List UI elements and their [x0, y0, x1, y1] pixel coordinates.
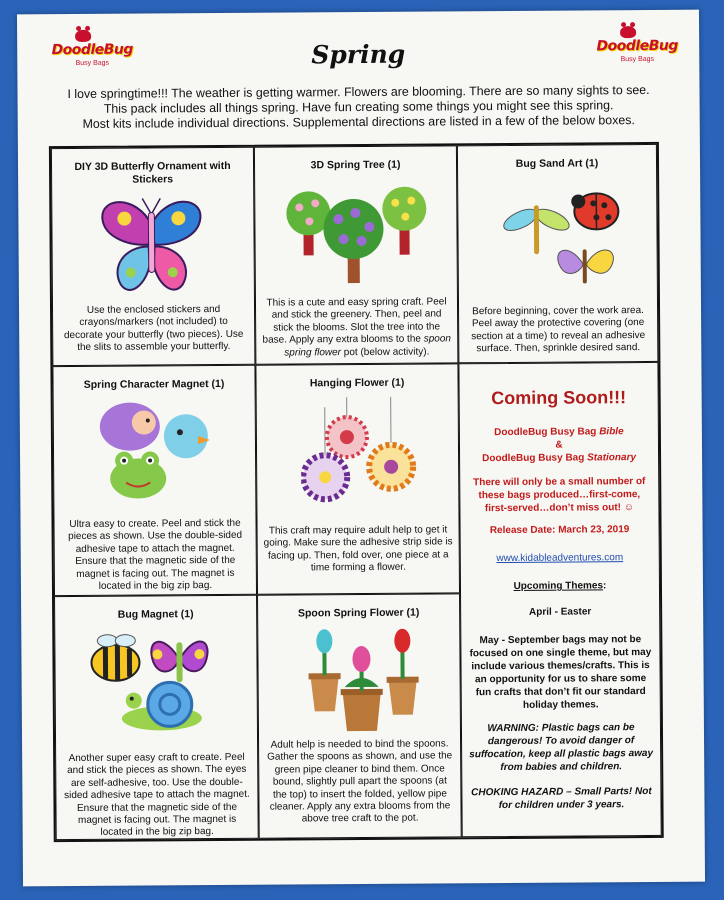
cell-title: Spring Character Magnet (1) — [83, 377, 225, 391]
cell-bug-sand-art — [457, 144, 659, 363]
cell-title: DIY 3D Butterfly Ornament with Stickers — [74, 159, 231, 186]
cell-title: 3D Spring Tree (1) — [310, 158, 401, 172]
upcoming-themes-heading — [467, 579, 653, 593]
ampersand: & — [555, 439, 563, 451]
cell-description: Use the enclosed stickers and crayons/markers (not included) to decorate your butterfly (two pieces). Use the slits to assemble your butterfly. — [63, 303, 244, 354]
upcoming-colon: : — [602, 580, 607, 592]
cell-spring-character-magnet — [52, 365, 257, 596]
page-title: Spring — [311, 39, 406, 70]
desc-tail: pot (below activity). — [343, 346, 430, 358]
cell-butterfly-ornament — [51, 147, 256, 366]
cell-hanging-flower — [255, 363, 460, 594]
cell-spring-tree — [254, 145, 459, 364]
bug-sand-art-icon — [498, 185, 629, 292]
may-september-theme: May - September bags may not be focused on one single theme, but may include various themes/crafts. This is an opportunity for us to share some fun crafts that don’t fit our standard holiday themes. — [469, 634, 652, 711]
intro-line: I love springtime!!! The weather is getting warmer. Flowers are blooming. There are so many sights to see. — [67, 82, 650, 102]
ladybug-logo-icon — [75, 30, 91, 42]
choking-hazard: CHOKING HAZARD – Small Parts! Not for children under 3 years. — [471, 785, 652, 812]
april-theme: April - Easter — [528, 606, 592, 618]
brand-subtitle: Busy Bags — [75, 59, 110, 67]
coming-soon-panel — [458, 362, 661, 837]
hanging-flower-icon — [301, 397, 422, 508]
coming-soon-heading: Coming Soon!!! — [491, 387, 627, 409]
spoon-flower-icon — [304, 625, 425, 734]
intro-line: Most kits include individual directions. Supplemental directions are listed in a few of the below boxes. — [82, 113, 635, 131]
bible-italic: Bible — [599, 426, 624, 438]
cell-title: Hanging Flower (1) — [309, 376, 405, 390]
cell-title: Bug Magnet (1) — [117, 608, 194, 621]
intro-line: This pack includes all things spring. Have fun creating some things you might see this spring. — [103, 98, 614, 116]
desc-italic: spoon spring flower — [284, 333, 452, 359]
cell-description: Adult help is needed to bind the spoons. Gather the spoons as shown, and use the green pipe cleaner to bind them. Once bound, slightly pull apart the spoons (at the top) to insert the folded, yellow pipe cleaner. Apply any extra blooms from the above tree craft to the pot. — [267, 738, 453, 825]
bible-line — [466, 425, 652, 439]
website-link[interactable]: www.kidableadventures.com — [496, 552, 624, 565]
character-magnet-icon — [94, 396, 217, 507]
release-date: Release Date: March 23, 2019 — [489, 524, 630, 537]
bug-magnet-icon — [87, 626, 226, 737]
intro-text — [47, 83, 669, 132]
cell-description — [262, 296, 451, 359]
cell-description: Another super easy craft to create. Peel and stick the pieces as shown. The eyes are self-adhesive, too. Use the double-sided adhesive tape to attach the magnet. Ensure that the magnetic side of the magnet is facing out. The magnet is located in the big zip bag. — [64, 751, 250, 839]
stationary-italic: Stationary — [587, 452, 637, 464]
cell-spoon-spring-flower — [257, 593, 462, 838]
spring-tree-icon — [283, 178, 434, 291]
stationary-line — [466, 451, 652, 465]
upcoming-label: Upcoming Themes — [513, 580, 604, 592]
stationary-prefix: DoodleBug Busy Bag — [482, 452, 585, 465]
cell-description: Ultra easy to create. Peel and stick the pieces as shown. Use the double-sided adhesive tape to attach the magnet. Ensure that the magnetic side of the magnet is facing out. The magnet is located in the big zip bag. — [68, 517, 243, 592]
flyer-page — [17, 10, 705, 887]
brand-name: DoodleBug — [51, 41, 133, 59]
limited-notice: There will only be a small number of these bags produced…first-come, first-served…don’t miss out! ☺ — [473, 476, 646, 515]
ladybug-logo-icon — [620, 26, 636, 38]
cell-title: Spoon Spring Flower (1) — [297, 606, 420, 620]
cell-title: Bug Sand Art (1) — [515, 157, 599, 170]
butterfly-ornament-icon — [96, 194, 207, 299]
warning-notice: WARNING: Plastic bags can be dangerous! To avoid danger of suffocation, keep all plastic bags away from babies and children. — [469, 722, 654, 774]
brand-subtitle: Busy Bags — [620, 55, 655, 64]
activity-grid — [49, 142, 664, 842]
brand-name: DoodleBug — [596, 37, 678, 55]
cell-description: Before beginning, cover the work area. Peel away the protective covering (one section at a time) to reveal an adhesive surface. Then, sprinkle desired sand. — [471, 305, 646, 355]
desc-text: This is a cute and easy spring craft. Peel and stick the greenery. Then, peel and stick the blooms. Slot the tree into the base. Apply any extra blooms to the — [262, 296, 447, 346]
cell-description: This craft may require adult help to get it going. Make sure the adhesive strip side is facing up. Then, fold over, one piece at a time forming a flower. — [263, 524, 453, 574]
cell-bug-magnet — [54, 595, 259, 840]
bible-prefix: DoodleBug Busy Bag — [494, 426, 597, 439]
